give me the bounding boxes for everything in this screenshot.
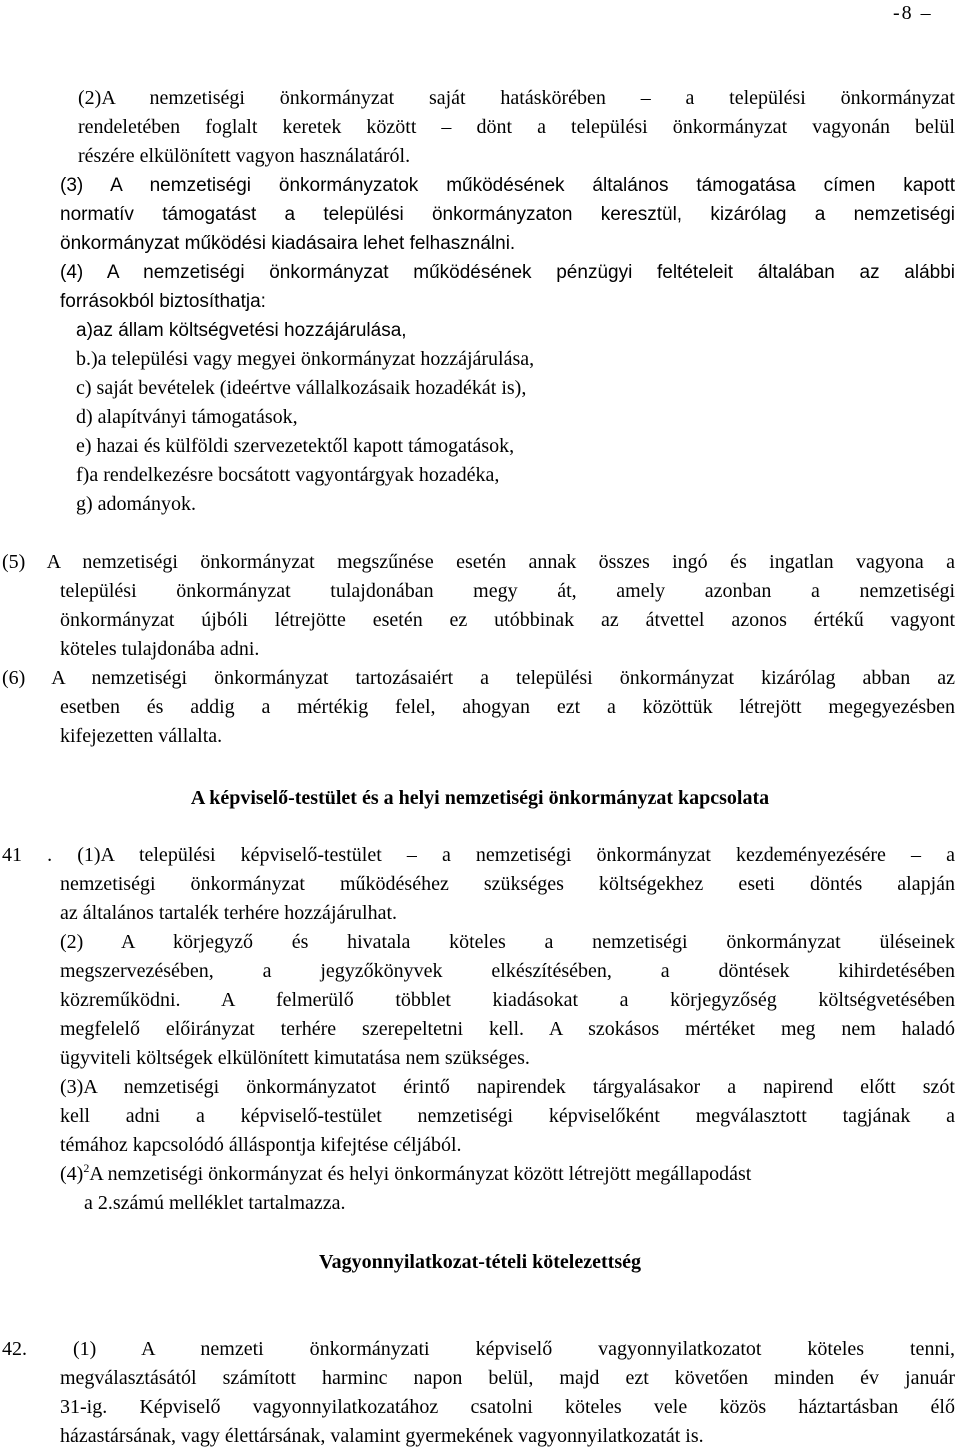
para5-line4: köteles tulajdonába adni. — [60, 638, 260, 660]
s41-line1: 41 . (1)A települési képviselő-testület – a nemzetiségi önkormányzat kezdeményezésére – a — [2, 844, 955, 866]
s41-line3: az általános tartalék terhére hozzájárulhat. — [60, 902, 398, 924]
s41-p2-line2: megszervezésében, a jegyzőkönyvek elkészítésében, a döntések kihirdetésében — [60, 960, 955, 982]
para3-line3: önkormányzat működési kiadásaira lehet felhasználni. — [60, 233, 516, 254]
para3-line2: normatív támogatást a települési önkormányzaton keresztül, kizárólag a nemzetiségi — [60, 204, 955, 225]
s41-p4-line2: a 2.számú melléklet tartalmazza. — [84, 1192, 346, 1214]
s42-line3: 31-ig. Képviselő vagyonnyilatkozatához csatolni köteles vele közös háztartásban élő — [60, 1396, 955, 1418]
para3-line1: (3) A nemzetiségi önkormányzatok működésének általános támogatása címen kapott — [60, 175, 955, 196]
para2-line1: (2)A nemzetiségi önkormányzat saját hatáskörében – a települési önkormányzat — [78, 87, 955, 109]
para5-line1: (5) A nemzetiségi önkormányzat megszűnése esetén annak összes ingó és ingatlan vagyona a — [2, 551, 955, 573]
s41-p2-line5: ügyviteli költségek elkülönített kimutatása nem szükséges. — [60, 1047, 530, 1069]
para4-item-g: g) adományok. — [76, 493, 196, 515]
s42-line2: megválasztásától számított harminc napon belül, majd ezt követően minden év január — [60, 1367, 955, 1389]
para6-line2: esetben és addig a mértékig felel, ahogyan ezt a közöttük létrejött megegyezésben — [60, 696, 955, 718]
section-heading-asset-declaration: Vagyonnyilatkozat-tételi kötelezettség — [319, 1251, 641, 1273]
s41-p3-line2: kell adni a képviselő-testület nemzetiségi képviselőként megválasztott tagjának a — [60, 1105, 955, 1127]
s41-p2-line4: megfelelő előirányzat terhére szerepeltetni kell. A szokásos mértéket meg nem haladó — [60, 1018, 955, 1040]
para5-line2: települési önkormányzat tulajdonában megy át, amely azonban a nemzetiségi — [60, 580, 955, 602]
para4-item-b: b.)a települési vagy megyei önkormányzat hozzájárulása, — [76, 348, 535, 370]
para2-line3: részére elkülönített vagyon használatáról. — [78, 145, 411, 167]
s41-p4-text: A nemzetiségi önkormányzat és helyi önkormányzat között létrejött megállapodást — [89, 1163, 752, 1185]
s42-line1: 42. (1) A nemzeti önkormányzati képviselő vagyonnyilatkozatot köteles tenni, — [2, 1338, 955, 1360]
s41-line2: nemzetiségi önkormányzat működéséhez szükséges költségekhez eseti döntés alapján — [60, 873, 955, 895]
para4-item-a: a)az állam költségvetési hozzájárulása, — [76, 320, 407, 341]
s41-p4-prefix: (4) — [60, 1163, 84, 1185]
para6-line1: (6) A nemzetiségi önkormányzat tartozásaiért a települési önkormányzat kizárólag abban az — [2, 667, 955, 689]
s42-line4: házastársának, vagy élettársának, valamint gyermekének vagyonnyilatkozatát is. — [60, 1425, 704, 1447]
para4-item-e: e) hazai és külföldi szervezetektől kapott támogatások, — [76, 435, 515, 457]
s41-p4-line1 — [60, 1160, 751, 1189]
footnote-marker[interactable]: 2 — [83, 1161, 90, 1175]
para4-line2: forrásokból biztosíthatja: — [60, 291, 266, 312]
s41-p3-line3: témához kapcsolódó álláspontja kifejtése céljából. — [60, 1134, 462, 1156]
para2-line2: rendeletében foglalt keretek között – dönt a települési önkormányzat vagyonán belül — [78, 116, 955, 138]
s41-p2-line1: (2) A körjegyző és hivatala köteles a nemzetiségi önkormányzat üléseinek — [60, 931, 955, 953]
page-number: -8 – — [893, 2, 933, 24]
para4-item-c: c) saját bevételek (ideértve vállalkozásaik hozadékát is), — [76, 377, 527, 399]
para4-item-d: d) alapítványi támogatások, — [76, 406, 298, 428]
para6-line3: kifejezetten vállalta. — [60, 725, 223, 747]
s41-p3-line1: (3)A nemzetiségi önkormányzatot érintő napirendek tárgyalásakor a napirend előtt szót — [60, 1076, 955, 1098]
para4-line1: (4) A nemzetiségi önkormányzat működésének pénzügyi feltételeit általában az alábbi — [60, 262, 955, 283]
para5-line3: önkormányzat újbóli létrejötte esetén ez utóbbinak az átvettel azonos értékű vagyont — [60, 609, 955, 631]
s41-p2-line3: közreműködni. A felmerülő többlet kiadásokat a körjegyzőség költségvetésében — [60, 989, 955, 1011]
section-heading-relationship: A képviselő-testület és a helyi nemzetiségi önkormányzat kapcsolata — [190, 787, 770, 809]
para4-item-f: f)a rendelkezésre bocsátott vagyontárgyak hozadéka, — [76, 464, 500, 486]
